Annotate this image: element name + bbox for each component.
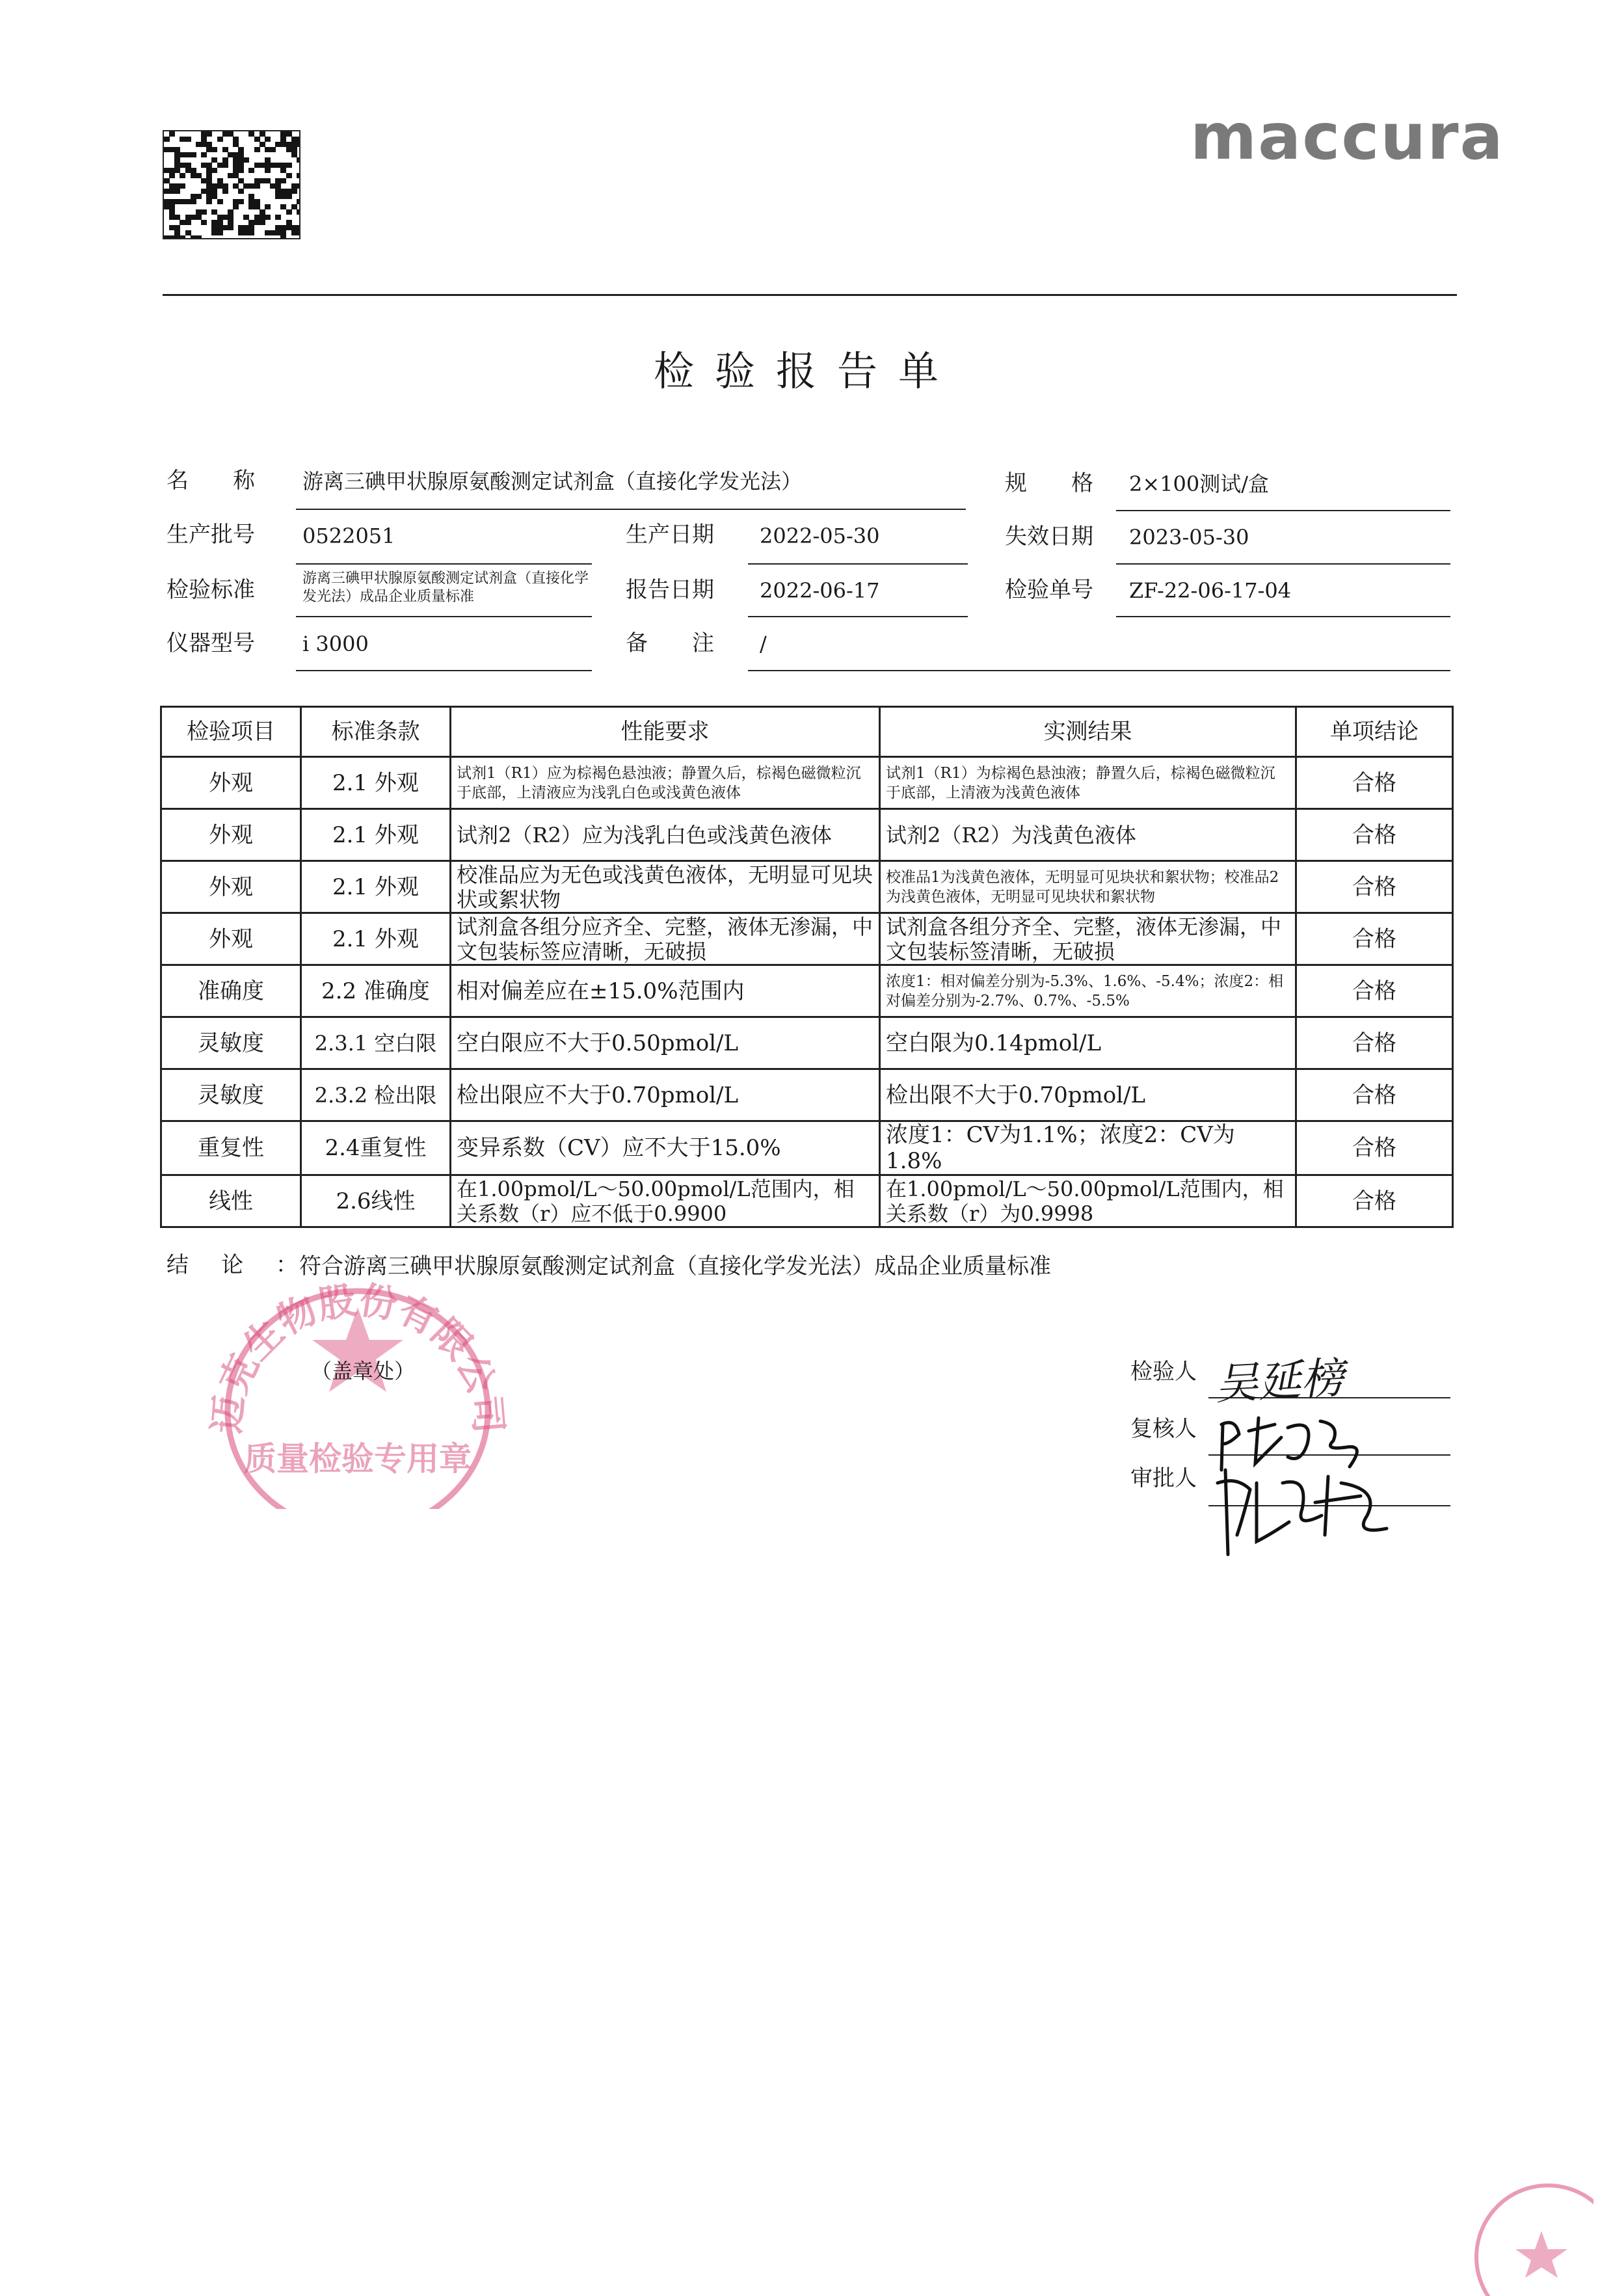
row-requirement: 试剂盒各组分应齐全、完整，液体无渗漏，中文包装标签应清晰，无破损 (451, 913, 880, 965)
instrument-value: i 3000 (302, 632, 369, 656)
qr-cell (291, 147, 297, 152)
prod-date-value: 2022-05-30 (760, 524, 880, 548)
report-date-label: 报告日期 (626, 577, 714, 603)
qr-cell (286, 220, 292, 225)
qr-cell (180, 173, 185, 178)
table-row (161, 1175, 1453, 1227)
row-result: 试剂盒各组分齐全、完整，液体无渗漏，中文包装标签清晰，无破损 (880, 913, 1296, 965)
qr-cell (206, 178, 212, 183)
qr-cell (217, 220, 223, 225)
qr-cell (196, 215, 202, 220)
qr-cell (169, 209, 175, 215)
table-header-row (161, 707, 1453, 757)
row-result: 检出限不大于0.70pmol/L (880, 1069, 1296, 1121)
qr-cell (174, 168, 180, 173)
qr-cell (233, 204, 239, 209)
seal-note: （盖章处） (311, 1359, 416, 1383)
qr-cell (222, 189, 228, 194)
qr-cell (233, 142, 239, 147)
header-divider (163, 294, 1457, 296)
qr-cell (174, 147, 180, 152)
row-clause: 2.4重复性 (301, 1121, 451, 1175)
qr-cell (297, 230, 300, 235)
qr-cell (297, 157, 300, 163)
qr-cell (238, 189, 244, 194)
report-date-value: 2022-06-17 (760, 578, 880, 603)
qr-cell (248, 168, 254, 173)
qr-cell (185, 230, 191, 235)
qr-code (163, 130, 300, 239)
qr-cell (228, 209, 233, 215)
qr-cell (164, 137, 170, 142)
qr-cell (196, 235, 202, 239)
report-no-value: ZF-22-06-17-04 (1129, 578, 1292, 603)
row-item: 外观 (161, 861, 301, 913)
instrument-underline (296, 670, 592, 671)
table-row (161, 757, 1453, 809)
exp-date-value: 2023-05-30 (1129, 525, 1249, 550)
row-conclusion: 合格 (1296, 809, 1453, 861)
qr-cell (291, 204, 297, 209)
table-row (161, 1121, 1453, 1175)
qr-cell (297, 225, 300, 230)
qr-cell (174, 225, 180, 230)
spec-label: 规 格 (1005, 470, 1093, 496)
row-conclusion: 合格 (1296, 1121, 1453, 1175)
corner-stamp-star-icon (1515, 2231, 1567, 2278)
qr-cell (191, 152, 196, 157)
batch-underline (296, 563, 592, 565)
remark-value: / (760, 632, 767, 656)
row-requirement: 检出限应不大于0.70pmol/L (451, 1069, 880, 1121)
qr-cell (206, 142, 212, 147)
remark-label: 备 注 (626, 630, 714, 656)
row-item: 外观 (161, 809, 301, 861)
row-item: 灵敏度 (161, 1069, 301, 1121)
qr-cell (201, 209, 207, 215)
row-requirement: 空白限应不大于0.50pmol/L (451, 1017, 880, 1069)
standard-underline (296, 616, 592, 617)
qr-cell (211, 147, 217, 152)
qr-cell (238, 163, 244, 168)
qr-cell (180, 235, 185, 239)
row-result: 浓度1：相对偏差分别为-5.3%、1.6%、-5.4%；浓度2：相对偏差分别为-2.7%、0.7%、-5.5% (880, 965, 1296, 1017)
row-clause: 2.3.1 空白限 (301, 1017, 451, 1069)
qr-cell (248, 194, 254, 199)
qr-cell (275, 215, 281, 220)
qr-cell (275, 183, 281, 189)
report-no-underline (1116, 616, 1450, 617)
qr-cell (243, 215, 249, 220)
row-result: 在1.00pmol/L～50.00pmol/L范围内，相关系数（r）为0.9998 (880, 1175, 1296, 1227)
qr-cell (201, 137, 207, 142)
qr-cell (265, 157, 271, 163)
row-clause: 2.3.2 检出限 (301, 1069, 451, 1121)
report-date-underline (748, 616, 968, 617)
row-clause: 2.1 外观 (301, 913, 451, 965)
row-item: 外观 (161, 757, 301, 809)
qr-cell (297, 142, 300, 147)
table-row (161, 965, 1453, 1017)
row-conclusion: 合格 (1296, 861, 1453, 913)
row-item: 线性 (161, 1175, 301, 1227)
stamp-ring-text: 迈克生物股份有限公司 (204, 1277, 511, 1435)
qr-cell (238, 178, 244, 183)
qr-cell (222, 157, 228, 163)
row-clause: 2.1 外观 (301, 809, 451, 861)
standard-value: 游离三碘甲状腺原氨酸测定试剂盒（直接化学发光法）成品企业质量标准 (302, 570, 589, 605)
table-row (161, 913, 1453, 965)
exp-date-label: 失效日期 (1005, 524, 1093, 550)
qr-cell (164, 178, 170, 183)
conclusion-label: 结论： (167, 1252, 330, 1278)
row-conclusion: 合格 (1296, 913, 1453, 965)
qr-cell (217, 137, 223, 142)
qr-cell (265, 137, 271, 142)
qr-cell (185, 163, 191, 168)
qr-cell (280, 168, 286, 173)
qr-cell (254, 183, 260, 189)
row-result: 空白限为0.14pmol/L (880, 1017, 1296, 1069)
qr-cell (238, 199, 244, 204)
batch-label: 生产批号 (167, 522, 255, 548)
qr-cell (265, 215, 271, 220)
inspector-signature: 吴延榜 (1214, 1352, 1346, 1410)
qr-cell (206, 131, 212, 137)
qr-cell (211, 157, 217, 163)
qr-cell (217, 178, 223, 183)
qr-cell (254, 137, 260, 142)
qr-cell (169, 204, 175, 209)
qr-cell (260, 209, 265, 215)
row-requirement: 变异系数（CV）应不大于15.0% (451, 1121, 880, 1175)
qr-cell (180, 183, 185, 189)
qr-cell (286, 131, 292, 137)
qr-cell (248, 230, 254, 235)
row-item: 准确度 (161, 965, 301, 1017)
qr-cell (169, 173, 175, 178)
qr-cell (280, 235, 286, 239)
name-value: 游离三碘甲状腺原氨酸测定试剂盒（直接化学发光法） (302, 469, 803, 494)
qr-cell (254, 147, 260, 152)
header-requirement: 性能要求 (451, 707, 880, 757)
qr-cell (238, 168, 244, 173)
exp-date-underline (1116, 563, 1450, 565)
spec-underline (1116, 510, 1450, 511)
reviewer-label: 复核人 (1130, 1416, 1197, 1442)
row-item: 重复性 (161, 1121, 301, 1175)
qr-cell (222, 183, 228, 189)
qr-cell (191, 199, 196, 204)
header-clause: 标准条款 (301, 707, 451, 757)
table-row (161, 1069, 1453, 1121)
qr-cell (238, 152, 244, 157)
row-conclusion: 合格 (1296, 757, 1453, 809)
qr-cell (248, 131, 254, 137)
qr-cell (265, 178, 271, 183)
qr-cell (196, 194, 202, 199)
qr-cell (254, 199, 260, 204)
qr-cell (211, 194, 217, 199)
row-conclusion: 合格 (1296, 1017, 1453, 1069)
qr-cell (174, 230, 180, 235)
stamp-center-text: 质量检验专用章 (244, 1439, 472, 1478)
qr-cell (211, 209, 217, 215)
qr-cell (206, 163, 212, 168)
qr-cell (222, 147, 228, 152)
qr-cell (191, 168, 196, 173)
qr-cell (291, 152, 297, 157)
row-clause: 2.2 准确度 (301, 965, 451, 1017)
qr-cell (270, 147, 276, 152)
qr-cell (238, 147, 244, 152)
qr-cell (280, 178, 286, 183)
qr-cell (185, 220, 191, 225)
qr-cell (280, 204, 286, 209)
approver-label: 审批人 (1130, 1465, 1197, 1491)
qr-cell (260, 131, 265, 137)
row-requirement: 校准品应为无色或浅黄色液体，无明显可见块状或絮状物 (451, 861, 880, 913)
qr-cell (217, 199, 223, 204)
qr-cell (228, 220, 233, 225)
qr-cell (201, 152, 207, 157)
qr-cell (243, 157, 249, 163)
approver-signature (1211, 1457, 1406, 1568)
qr-cell (222, 163, 228, 168)
qr-cell (206, 173, 212, 178)
qr-cell (228, 225, 233, 230)
qr-cell (297, 173, 300, 178)
qr-cell (286, 194, 292, 199)
prod-date-underline (748, 563, 968, 565)
row-requirement: 试剂1（R1）应为棕褐色悬浊液；静置久后，棕褐色磁微粒沉于底部，上清液应为浅乳白色或浅黄色液体 (451, 757, 880, 809)
qr-cell (297, 209, 300, 215)
table-row (161, 809, 1453, 861)
row-conclusion: 合格 (1296, 1069, 1453, 1121)
name-underline (296, 509, 966, 510)
name-label: 名 称 (167, 468, 255, 494)
qr-cell (260, 220, 265, 225)
row-clause: 2.6线性 (301, 1175, 451, 1227)
header-result: 实测结果 (880, 707, 1296, 757)
table-row (161, 1017, 1453, 1069)
qr-cell (265, 168, 271, 173)
qr-cell (206, 199, 212, 204)
row-requirement: 在1.00pmol/L～50.00pmol/L范围内，相关系数（r）应不低于0.9900 (451, 1175, 880, 1227)
corner-stamp (1463, 2166, 1593, 2296)
qr-cell (211, 168, 217, 173)
qr-cell (217, 230, 223, 235)
row-item: 灵敏度 (161, 1017, 301, 1069)
qr-cell (297, 137, 300, 142)
row-clause: 2.1 外观 (301, 757, 451, 809)
page-title: 检验报告单 (653, 347, 959, 395)
qr-cell (201, 220, 207, 225)
row-result: 试剂1（R1）为棕褐色悬浊液；静置久后，棕褐色磁微粒沉于底部，上清液为浅黄色液体 (880, 757, 1296, 809)
row-item: 外观 (161, 913, 301, 965)
spec-value: 2×100测试/盒 (1129, 472, 1270, 496)
inspector-label: 检验人 (1130, 1359, 1197, 1385)
qr-cell (174, 189, 180, 194)
qr-cell (291, 189, 297, 194)
qr-cell (233, 173, 239, 178)
row-requirement: 试剂2（R2）应为浅乳白色或浅黄色液体 (451, 809, 880, 861)
instrument-label: 仪器型号 (167, 630, 255, 656)
qr-cell (286, 163, 292, 168)
qr-cell (228, 131, 233, 137)
row-result: 试剂2（R2）为浅黄色液体 (880, 809, 1296, 861)
qr-cell (297, 183, 300, 189)
qr-cell (280, 137, 286, 142)
qr-cell (248, 225, 254, 230)
prod-date-label: 生产日期 (626, 522, 714, 548)
header-conclusion: 单项结论 (1296, 707, 1453, 757)
qr-cell (174, 215, 180, 220)
qr-cell (233, 183, 239, 189)
qr-cell (280, 230, 286, 235)
qr-cell (228, 215, 233, 220)
report-no-label: 检验单号 (1005, 577, 1093, 603)
qr-cell (286, 173, 292, 178)
qr-cell (233, 137, 239, 142)
batch-value: 0522051 (302, 524, 395, 548)
table-row (161, 861, 1453, 913)
brand-logo: maccura (1190, 100, 1504, 174)
conclusion-text: 符合游离三碘甲状腺原氨酸测定试剂盒（直接化学发光法）成品企业质量标准 (299, 1253, 1051, 1279)
qr-cell (196, 173, 202, 178)
qr-cell (260, 142, 265, 147)
row-conclusion: 合格 (1296, 965, 1453, 1017)
row-result: 校准品1为浅黄色液体，无明显可见块状和絮状物；校准品2为浅黄色液体，无明显可见块状和絮状物 (880, 861, 1296, 913)
row-conclusion: 合格 (1296, 1175, 1453, 1227)
remark-underline (748, 670, 1450, 671)
qr-cell (265, 204, 271, 209)
standard-label: 检验标准 (167, 577, 255, 603)
header-item: 检验项目 (161, 707, 301, 757)
qr-cell (174, 157, 180, 163)
qr-cell (211, 189, 217, 194)
qr-cell (297, 199, 300, 204)
row-result: 浓度1：CV为1.1%；浓度2：CV为1.8% (880, 1121, 1296, 1175)
qr-cell (254, 204, 260, 209)
company-stamp (195, 1262, 520, 1509)
results-table (160, 706, 1454, 1228)
row-requirement: 相对偏差应在±15.0%范围内 (451, 965, 880, 1017)
row-clause: 2.1 外观 (301, 861, 451, 913)
qr-cell (185, 137, 191, 142)
qr-cell (169, 131, 175, 137)
qr-cell (286, 209, 292, 215)
